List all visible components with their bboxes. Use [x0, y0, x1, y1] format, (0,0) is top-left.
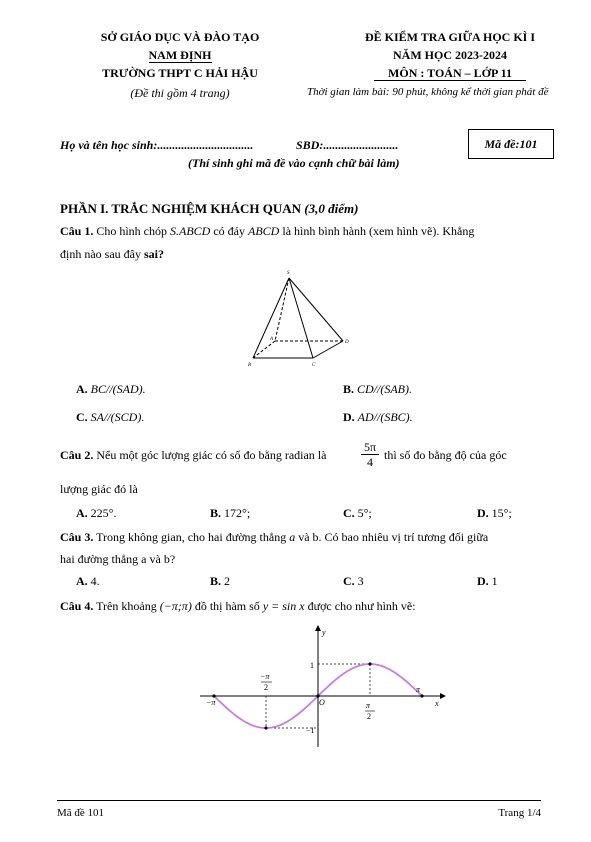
q1-label: Câu 1. — [60, 224, 94, 238]
q3-label: Câu 3. — [60, 530, 94, 544]
label-b: B — [248, 363, 252, 368]
q2-option-a[interactable]: A. 225°. — [76, 506, 117, 520]
origin-label: O — [319, 698, 325, 707]
student-name-label: Họ và tên học sinh:................................ — [60, 138, 254, 152]
label-s: S — [287, 271, 290, 276]
q4-label: Câu 4. — [60, 599, 94, 613]
edge-sa — [275, 278, 289, 341]
q1-option-d[interactable]: D. AD//(SBC). — [343, 410, 413, 424]
footer-page: Trang 1/4 — [498, 807, 541, 819]
q4-line1: Câu 4. Trên khoảng (−π;π) đồ thị hàm số y = sin x được cho như hình vẽ: — [60, 599, 416, 613]
q1-option-a[interactable]: A. BC//(SAD). — [76, 382, 146, 396]
q2-line1: Câu 2. Nếu một góc lượng giác có số đo bằng radian là — [60, 448, 327, 462]
footer-divider — [57, 800, 541, 801]
header-school-year: NĂM HỌC 2023-2024 — [393, 48, 507, 62]
q1-line1: Câu 1. Cho hình chóp S.ABCD có đáy ABCD là hình bình hành (xem hình vẽ). Khẳng — [60, 224, 475, 238]
tick-neg-pi: −π — [206, 698, 216, 707]
edge-sb — [253, 278, 289, 358]
q2-label: Câu 2. — [60, 448, 94, 462]
point-pi — [420, 694, 423, 697]
header-subject: MÔN : TOÁN – LỚP 11 — [330, 66, 570, 81]
y-axis-label: y — [322, 628, 326, 637]
tick-half-pi-den: 2 — [367, 712, 371, 721]
edge-sc — [289, 278, 313, 358]
header-exam-title: ĐỀ KIỂM TRA GIỮA HỌC KÌ I — [364, 30, 536, 44]
q2-line1-end: thì số đo bằng độ của góc — [384, 448, 507, 462]
edge-sd — [289, 278, 343, 341]
pyramid-figure — [243, 268, 358, 373]
point-max — [368, 662, 371, 665]
sine-graph — [195, 622, 455, 752]
q2-line2: lượng giác đó là — [60, 482, 138, 496]
header-school: TRƯỜNG THPT C HẢI HẬU — [102, 66, 258, 80]
q1-line2: định nào sau đây sai? — [60, 247, 164, 261]
q2-option-d[interactable]: D. 15°; — [477, 506, 512, 520]
header-pages-note: (Đề thi gồm 4 trang) — [130, 86, 230, 100]
tick-neg-half-pi-num: −π — [260, 672, 270, 681]
label-a: A — [270, 337, 274, 342]
sbd-label: SBD:......................... — [296, 138, 399, 152]
footer-code: Mã đề 101 — [57, 807, 105, 819]
q3-line1: Câu 3. Trong không gian, cho hai đường thẳng a và b. Có bao nhiêu vị trí tương đối giữa — [60, 530, 489, 544]
q3-option-a[interactable]: A. 4. — [76, 574, 100, 588]
student-note: (Thí sinh ghi mã đề vào cạnh chữ bài làm) — [188, 156, 400, 170]
q2-fraction: 5π 4 — [361, 440, 379, 469]
q2-option-c[interactable]: C. 5°; — [343, 506, 372, 520]
q1-option-b[interactable]: B. CD//(SAB). — [343, 382, 413, 396]
x-axis-label: x — [435, 699, 439, 708]
q3-option-c[interactable]: C. 3 — [343, 574, 364, 588]
header-province: NAM ĐỊNH — [148, 48, 212, 62]
label-c: C — [312, 363, 316, 368]
q1-option-c[interactable]: C. SA//(SCD). — [76, 410, 145, 424]
tick-one: 1 — [310, 661, 314, 670]
tick-neg-one: −1 — [306, 726, 315, 735]
header-duration: Thời gian làm bài: 90 phút, không kể thời gian phát đề — [307, 86, 549, 98]
header-department: SỞ GIÁO DỤC VÀ ĐÀO TẠO — [100, 30, 260, 44]
label-d: D — [345, 340, 349, 345]
q3-line2: hai đường thẳng a và b? — [60, 552, 176, 566]
point-min — [264, 726, 267, 729]
section-title: PHẦN I. TRẮC NGHIỆM KHÁCH QUAN (3,0 điểm) — [60, 201, 359, 216]
tick-pi: π — [416, 685, 421, 694]
exam-code-box: Mã đề:101 — [468, 129, 554, 159]
edge-cd — [313, 341, 343, 358]
q2-option-b[interactable]: B. 172°; — [210, 506, 251, 520]
tick-half-pi-num: π — [366, 701, 371, 710]
q3-option-d[interactable]: D. 1 — [477, 574, 498, 588]
q3-option-b[interactable]: B. 2 — [210, 574, 231, 588]
tick-neg-half-pi-den: 2 — [264, 683, 268, 692]
